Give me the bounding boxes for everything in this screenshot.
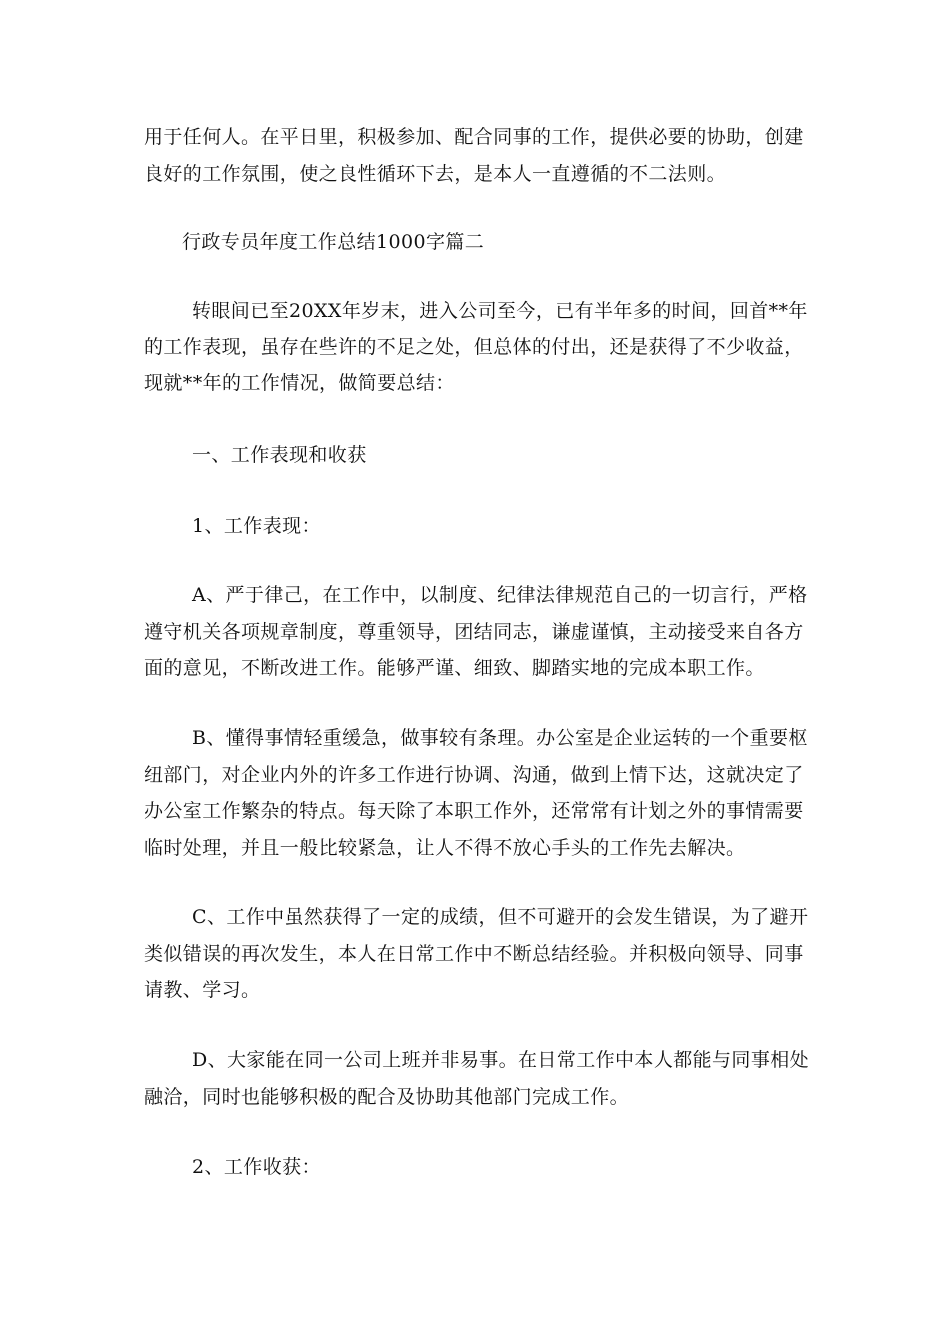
- subheading-gains: 2、工作收获：: [192, 1156, 321, 1178]
- item-a-line-3: 面的意见，不断改进工作。能够严谨、细致、脚踏实地的完成本职工作。: [144, 657, 765, 679]
- opening-line-1: 转眼间已至20XX年岁末，进入公司至今，已有半年多的时间，回首**年: [192, 300, 808, 322]
- section-title: 行政专员年度工作总结1000字篇二: [182, 231, 485, 253]
- item-b-line-4: 临时处理，并且一般比较紧急，让人不得不放心手头的工作先去解决。: [144, 837, 746, 859]
- item-c-line-1: C、工作中虽然获得了一定的成绩，但不可避开的会发生错误，为了避开: [192, 906, 809, 928]
- item-c-line-2: 类似错误的再次发生，本人在日常工作中不断总结经验。并积极向领导、同事: [144, 943, 804, 965]
- item-d-line-1: D、大家能在同一公司上班并非易事。在日常工作中本人都能与同事相处: [192, 1049, 810, 1071]
- item-a-line-1: A、严于律己，在工作中，以制度、纪律法律规范自己的一切言行，严格: [192, 584, 808, 606]
- subheading-performance: 1、工作表现：: [192, 515, 321, 537]
- opening-line-2: 的工作表现，虽存在些许的不足之处，但总体的付出，还是获得了不少收益，: [144, 336, 804, 358]
- item-c-line-3: 请教、学习。: [144, 979, 261, 1001]
- intro-line-2: 良好的工作氛围，使之良性循环下去，是本人一直遵循的不二法则。: [144, 163, 727, 185]
- intro-line-1: 用于任何人。在平日里，积极参加、配合同事的工作，提供必要的协助，创建: [144, 126, 804, 148]
- item-b-line-2: 纽部门，对企业内外的许多工作进行协调、沟通，做到上情下达，这就决定了: [144, 764, 804, 786]
- opening-line-3: 现就**年的工作情况，做简要总结：: [144, 372, 455, 394]
- item-a-line-2: 遵守机关各项规章制度，尊重领导，团结同志，谦虚谨慎，主动接受来自各方: [144, 621, 804, 643]
- item-d-line-2: 融洽，同时也能够积极的配合及协助其他部门完成工作。: [144, 1086, 630, 1108]
- heading-work-performance: 一、工作表现和收获: [192, 444, 367, 466]
- item-b-line-3: 办公室工作繁杂的特点。每天除了本职工作外，还常常有计划之外的事情需要: [144, 800, 804, 822]
- item-b-line-1: B、懂得事情轻重缓急，做事较有条理。办公室是企业运转的一个重要枢: [192, 727, 808, 749]
